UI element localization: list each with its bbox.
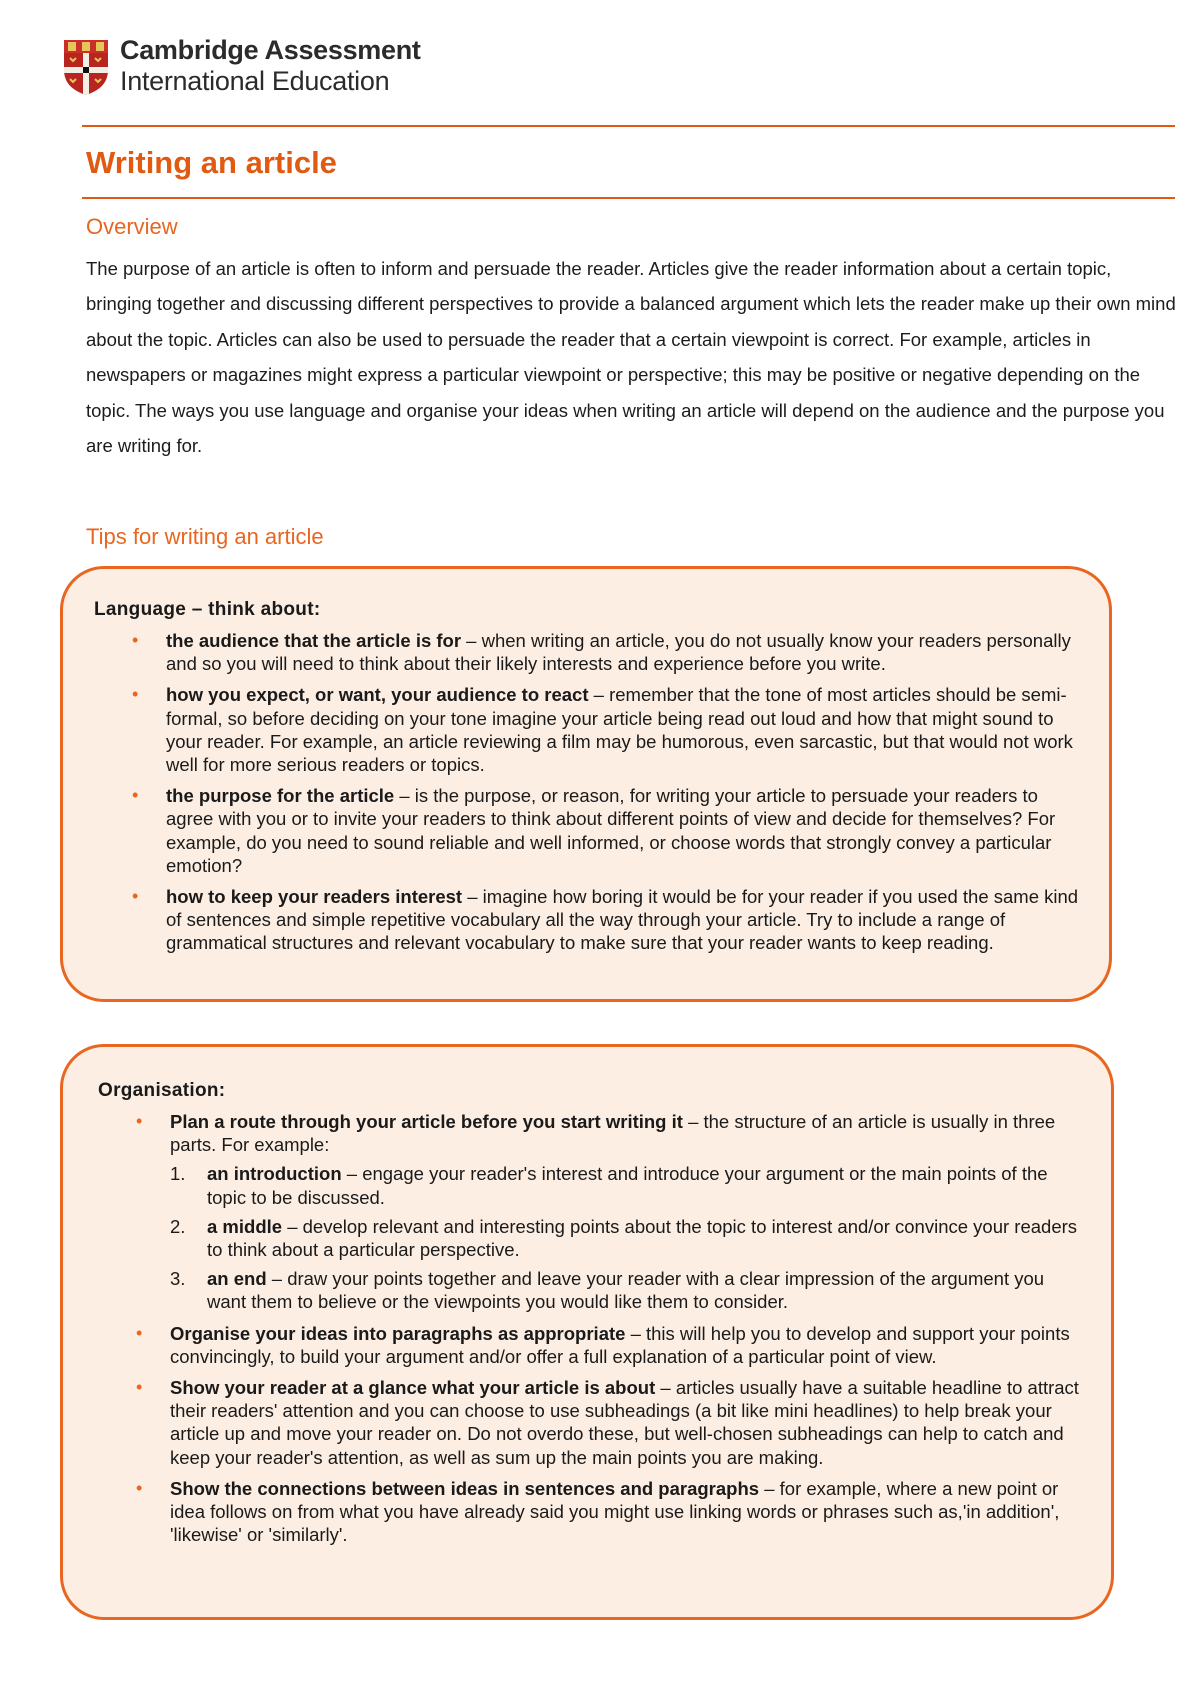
item-number: 3. [170, 1268, 186, 1290]
item-bold-lead: a middle [207, 1215, 283, 1237]
list-item [94, 885, 1079, 955]
item-bold-lead: Show your reader at a glance what your article is about [170, 1377, 656, 1399]
bullet-icon: • [132, 684, 139, 705]
list-item [98, 1376, 1081, 1469]
language-tips-box [60, 566, 1112, 1002]
overview-heading: Overview [86, 214, 178, 239]
organisation-bullet-list [98, 1110, 1081, 1546]
item-bold-lead: how you expect, or want, your audience to react [166, 684, 589, 706]
item-number: 2. [170, 1215, 186, 1237]
cambridge-shield-icon [62, 38, 110, 96]
title-rule-bottom [82, 197, 1175, 199]
numbered-item [170, 1162, 1081, 1208]
organisation-box-title: Organisation: [98, 1080, 226, 1101]
list-item [94, 683, 1079, 776]
bullet-icon: • [132, 886, 139, 907]
bullet-icon: • [132, 785, 139, 806]
logo-line-1: Cambridge Assessment [120, 35, 421, 65]
item-bold-lead: the audience that the article is for [166, 630, 462, 651]
item-text: – draw your points together and leave your reader with a clear impression of the argument you want them to believe or the viewpoints you would like them to consider. [207, 1268, 1045, 1313]
item-bold-lead: Plan a route through your article before you start writing it [170, 1111, 683, 1132]
item-bold-lead: an end [207, 1268, 267, 1290]
bullet-icon: • [136, 1477, 143, 1498]
item-text: – engage your reader's interest and introduce your argument or the main points of the topic to be discussed. [207, 1163, 1048, 1208]
language-bullet-list [94, 629, 1079, 955]
bullet-icon: • [132, 630, 139, 650]
tips-heading: Tips for writing an article [86, 524, 324, 549]
item-bold-lead: Organise your ideas into paragraphs as appropriate [170, 1322, 626, 1344]
page-title: Writing an article [86, 145, 337, 180]
item-bold-lead: an introduction [207, 1163, 342, 1185]
numbered-item [170, 1215, 1081, 1261]
bullet-icon: • [136, 1377, 143, 1398]
numbered-item [170, 1267, 1081, 1313]
article-parts-list [170, 1162, 1081, 1313]
item-text: – develop relevant and interesting points about the topic to interest and/or convince your readers to think about a particular perspective. [207, 1215, 1078, 1261]
item-text: – for example, where a new point or idea follows on from what you have already said you might use linking words or phrases such as,'in addition', 'likewise' or 'similarly'. [170, 1477, 1060, 1546]
item-text: – imagine how boring it would be for your reader if you used the same kind of sentences and simple repetitive vocabulary all the way through your article. Try to include a range of grammatical structures and relevant vocabulary to make sure that your reader wants to keep reading. [166, 886, 1079, 954]
item-text: – when writing an article, you do not usually know your readers personally and so you will need to think about their likely interests and experience before you write. [166, 630, 1071, 675]
list-item [94, 629, 1079, 675]
item-number: 1. [170, 1163, 186, 1185]
item-bold-lead: how to keep your readers interest [166, 886, 463, 908]
item-bold-lead: the purpose for the article [166, 785, 395, 807]
item-text: – is the purpose, or reason, for writing your article to persuade your readers to agree with you or to invite your readers to think about different points of view and decide for themselves? For example, do you need to sound reliable and well informed, or choose words that strongly convey a particular emotion? [166, 785, 1056, 876]
language-box-title: Language – think about: [94, 599, 321, 620]
item-text: – this will help you to develop and support your points convincingly, to build your argument and/or offer a full explanation of a particular point of view. [170, 1322, 1070, 1367]
list-item [98, 1322, 1081, 1368]
item-text: – remember that the tone of most articles should be semi-formal, so before deciding on your tone imagine your article being read out loud and how that might sound to your reader. For example, an article reviewing a film may be humorous, even sarcastic, but that would not work well for more serious readers or topics. [166, 684, 1073, 776]
cambridge-logo [62, 35, 421, 97]
item-bold-lead: Show the connections between ideas in sentences and paragraphs [170, 1477, 760, 1499]
list-item [98, 1110, 1081, 1314]
list-item [94, 784, 1079, 877]
item-text: – the structure of an article is usually in three parts. For example: [170, 1111, 1056, 1156]
organisation-tips-box [60, 1044, 1114, 1620]
overview-paragraph: The purpose of an article is often to inform and persuade the reader. Articles give the reader information about a certain topic, bringing together and discussing different perspectives to provide a balanced argument which lets the reader make up their own mind about the topic. Articles can also be used to persuade the reader that a certain viewpoint is correct. For example, articles in newspapers or magazines might express a particular viewpoint or perspective; this may be positive or negative depending on the topic. The ways you use language and organise your ideas when writing an article will depend on the audience and the purpose you are writing for. [86, 258, 1176, 457]
item-text: – articles usually have a suitable headline to attract their readers' attention and you can choose to use subheadings (a bit like mini headlines) to help break your article up and move your reader on. Do not overdo these, but well-chosen subheadings can help to catch and keep your reader's attention, as well as sum up the main points you are making. [170, 1377, 1079, 1468]
logo-line-2: International Education [120, 66, 390, 96]
bullet-icon: • [136, 1322, 143, 1343]
bullet-icon: • [136, 1111, 143, 1131]
title-rule-top [82, 125, 1175, 127]
list-item [98, 1477, 1081, 1547]
